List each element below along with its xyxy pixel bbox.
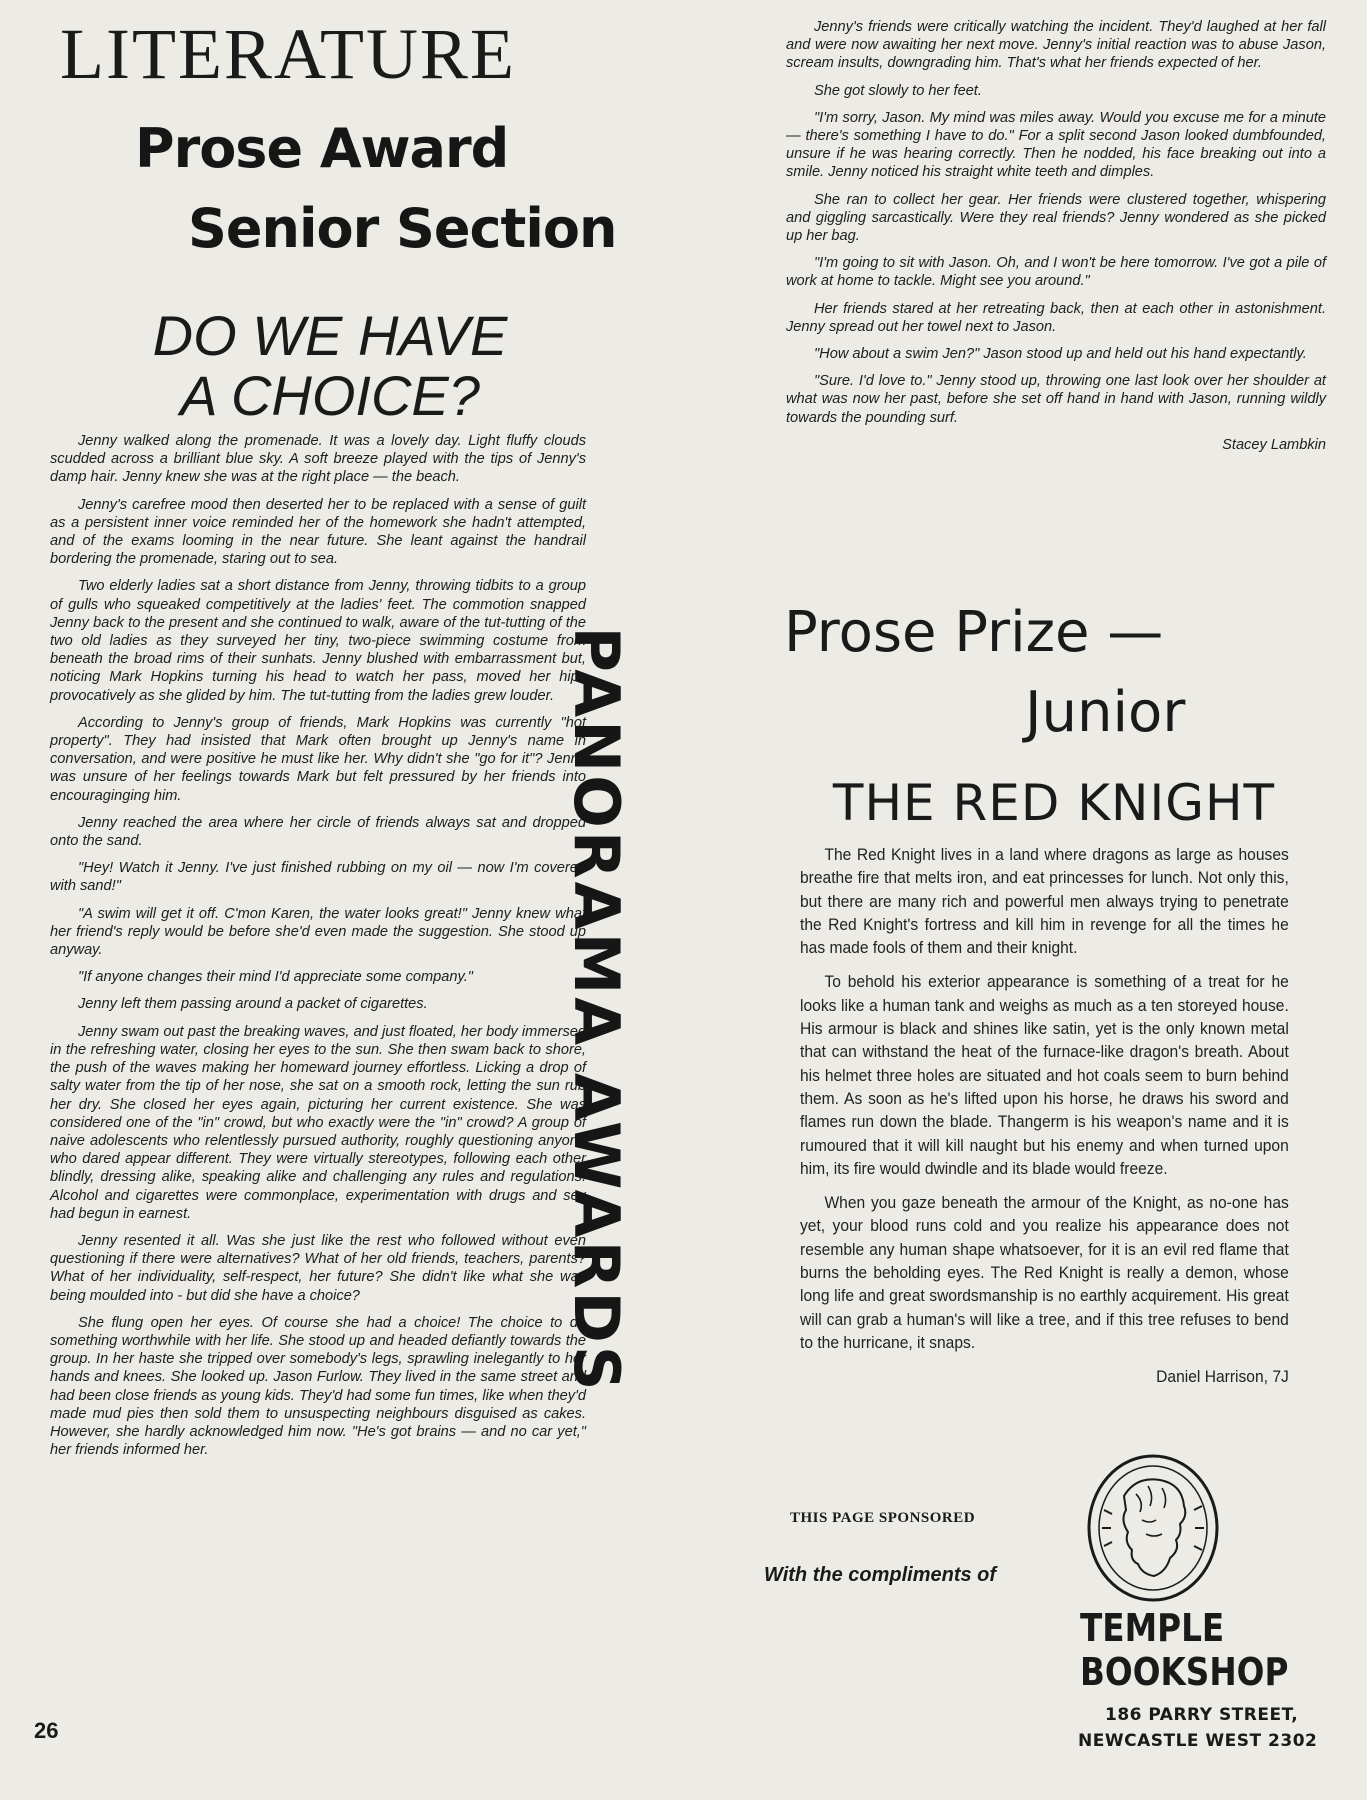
award-heading-line1: Prose Award [135,117,509,180]
story-paragraph: To behold his exterior appearance is something of a treat for he looks like a human tank and weighs as much as a ten storeyed house. His armour is black and shines like satin, yet is the only known metal that can withstand the heat of the furnace-like dragon's breath. About his helmet three holes are situated and hot coals seem to burn behind them. As soon as he's lifted upon his horse, he draws his sword and flames run down the blade. Thangerm is his weapon's name and it is rumoured that it will kill naught but his enemy and when turned upon him, its fire would dwindle and its blade would freeze. [800,972,1289,1178]
story-paragraph: Jenny left them passing around a packet of cigarettes. [78,996,428,1013]
story-paragraph: Jenny reached the area where her circle of friends always sat and dropped onto the sand. [50,814,586,850]
junior-heading-line1: Prose Prize — [784,600,1164,665]
story-paragraph: "Hey! Watch it Jenny. I've just finished rubbing on my oil — now I'm covered with sand!" [50,860,586,895]
story-paragraph: Jenny's carefree mood then deserted her to be replaced with a sense of guilt as a persistent inner voice reminded her of the homework she hadn't attempted, and of the exams looming in the near future. She leant against the handrail bordering the promenade, staring out to sea. [50,496,586,568]
story-paragraph: The Red Knight lives in a land where dragons as large as houses breathe fire that melts iron, and eat princesses for lunch. Not only this, but there are many rich and powerful men always trying to penetrate the Red Knight's fortress and kill him in revenge for all the times he has made fools of them and their knight. [800,845,1289,958]
award-heading-line2: Senior Section [188,197,617,260]
shop-name-line1: TEMPLE [1080,1606,1225,1650]
story-paragraph: She got slowly to her feet. [814,82,982,99]
vertical-banner: PANORAMA AWARDS [560,626,633,1394]
story-paragraph: "Sure. I'd love to." Jenny stood up, throwing one last look over her shoulder at what was now her past, before she set off hand in hand with Jason, running wildly towards the pounding surf. [786,373,1326,426]
sponsor-line: THIS PAGE SPONSORED [790,1510,976,1526]
story-paragraph: "How about a swim Jen?" Jason stood up and held out his hand expectantly. [814,346,1307,363]
story-paragraph: Her friends stared at her retreating back, then at each other in astonishment. Jenny spread out her towel next to Jason. [786,300,1326,335]
junior-story-title: THE RED KNIGHT [832,774,1276,832]
story-paragraph: She flung open her eyes. Of course she had a choice! The choice to do something worthwhile with her life. She stood up and headed defiantly towards the group. In her haste she tripped over somebody's legs, sprawling inelegantly to her hands and knees. She looked up. Jason Furlow. They lived in the same street and had been close friends as young kids. They'd had some fun times, like when they'd made mud pies then sold them to unsuspecting neighbours disguised as cakes. However, she hardly acknowledged him now. "He's got brains — and no car yet," her friends informed her. [50,1314,586,1459]
junior-story-author: Daniel Harrison, 7J [1156,1367,1289,1387]
shop-name-line2: BOOKSHOP [1080,1650,1289,1694]
story-paragraph: Two elderly ladies sat a short distance from Jenny, throwing tidbits to a group of gulls who squeaked competitively at the ladies' feet. The commotion snapped Jenny back to the present and she continued to walk, aware of the tut-tutting of the two old ladies as they surveyed her tiny, two-piece swimming costume from beneath the broad rims of their sunhats. Jenny blushed with embarrassment but, noticing Mark Hopkins turning his head to watch her pass, moved her hips provocatively as she glided by him. The tut-tutting from the ladies grew louder. [50,578,586,704]
junior-heading-line2: Junior [1025,680,1186,745]
section-title: LITERATURE [60,14,516,94]
junior-story-body [800,843,1289,1400]
story-paragraph: Jenny resented it all. Was she just like the rest who followed without even questioning if there were alternatives? What of her old friends, teachers, parents? What of her individuality, self-respect, her future? She didn't like what she was being moulded into - but did she have a choice? [50,1232,586,1304]
shop-address-line1: 186 PARRY STREET, [1105,1705,1299,1725]
story-paragraph: Jenny walked along the promenade. It was a lovely day. Light fluffy clouds scudded across a brilliant blue sky. A soft breeze played with the tips of Jenny's damp hair. Jenny knew she was at the right place — the beach. [50,433,586,486]
senior-story-author: Stacey Lambkin [1222,436,1326,453]
story-title-line1: DO WE HAVE [152,304,508,367]
story-paragraph: She ran to collect her gear. Her friends were clustered together, whispering and giggling sarcastically. Were they real friends? Jenny wondered as she picked up her bag. [786,191,1326,245]
story-paragraph: When you gaze beneath the armour of the Knight, as no-one has yet, your blood runs cold and you realize his appearance does not resemble any human shape whatsoever, for it is an evil red flame that burns the beholding eyes. The Red Knight is really a demon, whose long life and great swordsmanship is no earthly acquirement. His great will can grab a human's will like a tree, and if this tree refuses to bend to the hurricane, it snaps. [800,1193,1289,1352]
story-paragraph: "If anyone changes their mind I'd appreciate some company." [78,969,473,986]
story-paragraph: "A swim will get it off. C'mon Karen, the water looks great!" Jenny knew what her friend's reply would be before she'd even made the suggestion. She stood up anyway. [50,905,586,959]
coin-portrait-icon [1084,1450,1222,1606]
senior-story-column-right [786,18,1326,463]
story-paragraph: Jenny's friends were critically watching the incident. They'd laughed at her fall and were now awaiting her next move. Jenny's initial reaction was to abuse Jason, scream insults, downgrading him. That's what her friends expected of her. [786,19,1326,72]
shop-address-line2: NEWCASTLE WEST 2302 [1078,1731,1318,1751]
story-paragraph: According to Jenny's group of friends, Mark Hopkins was currently "hot property". They had insisted that Mark often brought up Jenny's name in conversation, and were positive he must like her. Why didn't she "go for it"? Jenny was unsure of her feelings towards Mark but felt pressured by her friends into encouraginging him. [50,714,586,804]
story-paragraph: "I'm sorry, Jason. My mind was miles away. Would you excuse me for a minute — there's something I have to do." For a split second Jason looked dumbfounded, unsure if he was hearing correctly. Then he nodded, his face breaking out into a smile. Jenny noticed his straight white teeth and dimples. [786,109,1326,181]
senior-story-column-left [50,432,586,1468]
story-paragraph: "I'm going to sit with Jason. Oh, and I won't be here tomorrow. I've got a pile of work at home to tackle. Might see you around." [786,255,1326,290]
story-paragraph: Jenny swam out past the breaking waves, and just floated, her body immersed in the refreshing water, closing her eyes to the sun. She then swam back to shore, the push of the waves making her homeward journey effortless. Licking a drop of salty water from the tip of her nose, she sat on a smooth rock, letting the sun rub her dry. She closed her eyes again, picturing her current existence. She was considered one of the "in" crowd, but who exactly were the "in" crowd? A group of naive adolescents who relentlessly pursued authority, roughly questioning anyone who dared appear different. They were virtually stereotypes, following each other blindly, dressing alike, speaking alike and challenging any rules and regulations. Alcohol and cigarettes were commonplace, experimentation with drugs and sex had begun in earnest. [50,1023,586,1222]
compliments-line: With the compliments of [764,1564,997,1586]
story-title-line2: A CHOICE? [180,364,480,427]
page-number: 26 [34,1718,59,1743]
